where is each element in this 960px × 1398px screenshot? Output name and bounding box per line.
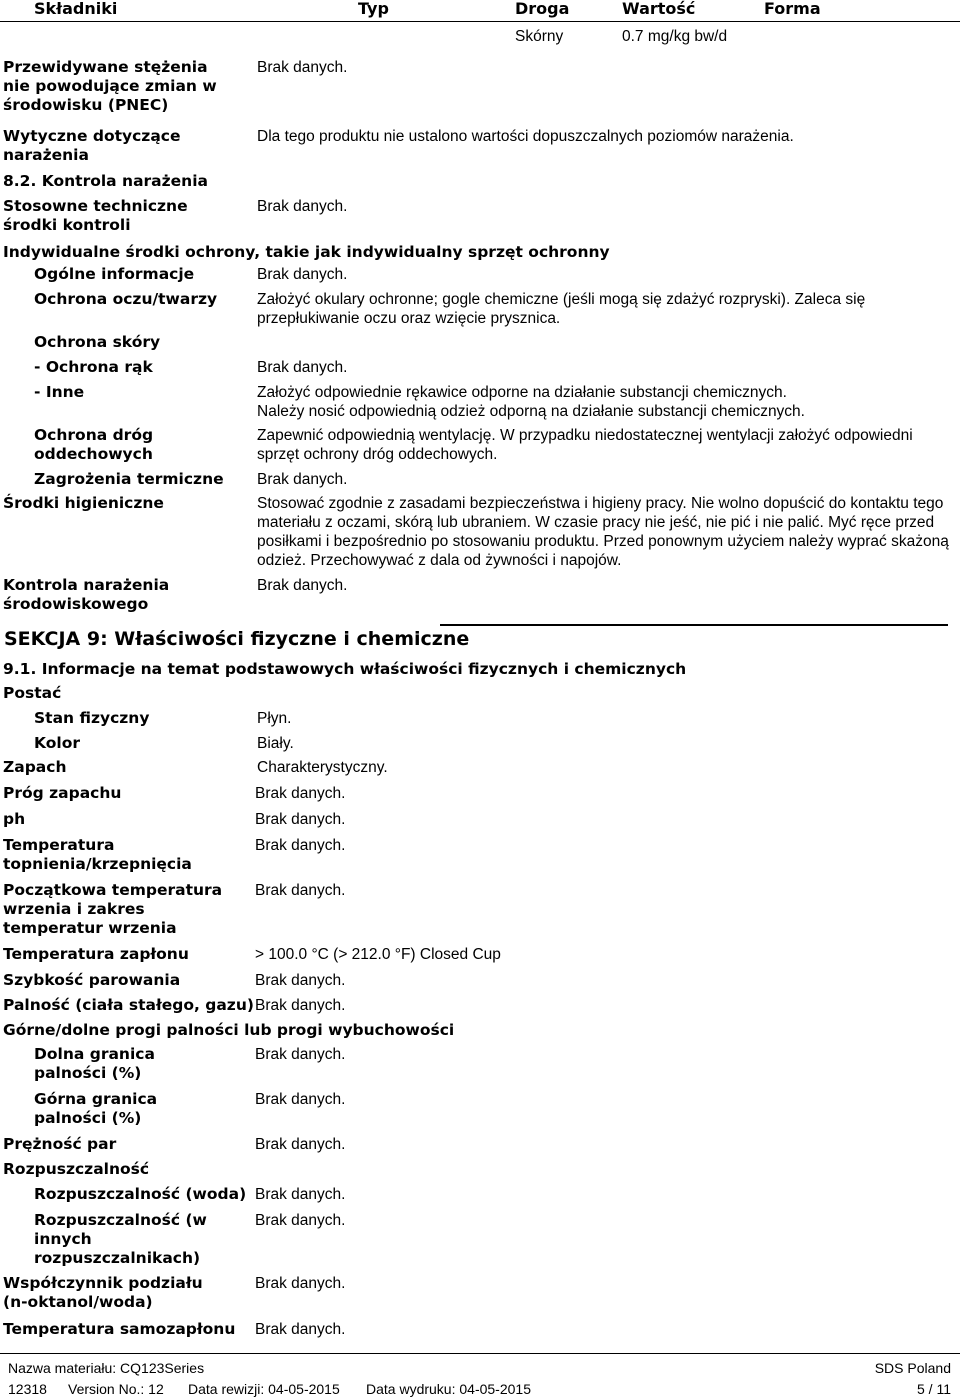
pnec-value: Brak danych. [257, 59, 348, 76]
form-label: Postać [3, 684, 62, 702]
respiratory-protection-value: Zapewnić odpowiednią wentylację. W przypadku niedostatecznej wentylacji założyć odpowiedni sprzęt ochrony dróg oddechowych. [257, 427, 913, 463]
vapor-pressure-label: Prężność par [3, 1135, 117, 1153]
general-info-label: Ogólne informacje [34, 265, 195, 283]
ph-label: ph [3, 810, 26, 828]
color-label: Kolor [34, 734, 80, 752]
solubility-label: Rozpuszczalność [3, 1160, 150, 1178]
section-9-rule [440, 624, 948, 626]
header-wartosc: Wartość [622, 0, 696, 18]
odor-value: Charakterystyczny. [257, 759, 388, 776]
solubility-water-label: Rozpuszczalność (woda) [34, 1185, 247, 1203]
pnec-label: Przewidywane stężenia nie powodujące zmian w środowisku (PNEC) [3, 58, 217, 114]
explosive-limits-label: Górne/dolne progi palności lub progi wybuchowości [3, 1021, 455, 1039]
physical-state-label: Stan fizyczny [34, 709, 150, 727]
ph-value: Brak danych. [255, 811, 346, 828]
other-protection-value: Założyć odpowiednie rękawice odporne na działanie substancji chemicznych. Należy nosić odpowiednią odzież odporną na działanie substancji chemicznych. [257, 384, 805, 420]
hygiene-label: Środki higieniczne [3, 494, 164, 512]
solubility-water-value: Brak danych. [255, 1186, 346, 1203]
general-info-value: Brak danych. [257, 266, 348, 283]
header-divider [0, 21, 960, 22]
odor-label: Zapach [3, 758, 67, 776]
melting-point-value: Brak danych. [255, 837, 346, 854]
footer-page-number: 5 / 11 [917, 1381, 951, 1397]
section-9-1-title: 9.1. Informacje na temat podstawowych właściwości fizycznych i chemicznych [3, 660, 687, 678]
footer-divider [0, 1353, 960, 1354]
odor-threshold-label: Próg zapachu [3, 784, 122, 802]
boiling-point-value: Brak danych. [255, 882, 346, 899]
flammability-value: Brak danych. [255, 997, 346, 1014]
engineering-label: Stosowne techniczne środki kontroli [3, 197, 188, 234]
env-control-label: Kontrola narażenia środowiskowego [3, 576, 170, 613]
color-value: Biały. [257, 735, 294, 752]
hand-protection-label: - Ochrona rąk [34, 358, 153, 376]
footer-print-date: Data wydruku: 04-05-2015 [366, 1381, 531, 1397]
header-skladniki: Składniki [34, 0, 118, 18]
respiratory-protection-label: Ochrona dróg oddechowych [34, 426, 154, 463]
flash-point-label: Temperatura zapłonu [3, 945, 189, 963]
thermal-hazards-label: Zagrożenia termiczne [34, 470, 224, 488]
partition-coefficient-label: Współczynnik podziału (n-oktanol/woda) [3, 1274, 203, 1311]
engineering-value: Brak danych. [257, 198, 348, 215]
guidelines-label: Wytyczne dotyczące narażenia [3, 127, 181, 164]
skin-protection-label: Ochrona skóry [34, 333, 161, 351]
footer-region: SDS Poland [874, 1360, 951, 1376]
autoignition-label: Temperatura samozapłonu [3, 1320, 236, 1338]
solubility-other-label: Rozpuszczalność (w innych rozpuszczalnikach) [34, 1211, 207, 1267]
section-8-2-title: 8.2. Kontrola narażenia [3, 172, 208, 190]
vapor-pressure-value: Brak danych. [255, 1136, 346, 1153]
guidelines-value: Dla tego produktu nie ustalono wartości dopuszczalnych poziomów narażenia. [257, 128, 794, 145]
lower-limit-value: Brak danych. [255, 1046, 346, 1063]
flammability-label: Palność (ciała stałego, gazu) [3, 996, 254, 1014]
header-forma: Forma [764, 0, 821, 18]
ppe-heading: Indywidualne środki ochrony, takie jak indywidualny sprzęt ochronny [3, 243, 610, 261]
physical-state-value: Płyn. [257, 710, 292, 727]
solubility-other-value: Brak danych. [255, 1212, 346, 1229]
partition-coefficient-value: Brak danych. [255, 1275, 346, 1292]
eye-protection-label: Ochrona oczu/twarzy [34, 290, 218, 308]
evaporation-rate-label: Szybkość parowania [3, 971, 181, 989]
melting-point-label: Temperatura topnienia/krzepnięcia [3, 836, 192, 873]
table-cell-value: 0.7 mg/kg bw/d [622, 28, 728, 45]
upper-limit-value: Brak danych. [255, 1091, 346, 1108]
env-control-value: Brak danych. [257, 577, 348, 594]
boiling-point-label: Początkowa temperatura wrzenia i zakres temperatur wrzenia [3, 881, 223, 937]
hand-protection-value: Brak danych. [257, 359, 348, 376]
lower-limit-label: Dolna granica palności (%) [34, 1045, 155, 1082]
header-typ: Typ [358, 0, 389, 18]
evaporation-rate-value: Brak danych. [255, 972, 346, 989]
autoignition-value: Brak danych. [255, 1321, 346, 1338]
flash-point-value: > 100.0 °C (> 212.0 °F) Closed Cup [255, 946, 501, 963]
table-cell-route: Skórny [515, 28, 564, 45]
odor-threshold-value: Brak danych. [255, 785, 346, 802]
footer-material-name: Nazwa materiału: CQ123Series [8, 1360, 205, 1376]
footer-doc-id: 12318 [8, 1381, 47, 1397]
section-9-title: SEKCJA 9: Właściwości fizyczne i chemiczne [4, 628, 470, 650]
header-droga: Droga [515, 0, 570, 18]
eye-protection-value: Założyć okulary ochronne; gogle chemiczne (jeśli mogą się zdażyć rozpryski). Zaleca się przepłukiwanie oczu oraz wzięcie prysznica. [257, 291, 866, 327]
upper-limit-label: Górna granica palności (%) [34, 1090, 158, 1127]
thermal-hazards-value: Brak danych. [257, 471, 348, 488]
footer-revision-date: Data rewizji: 04-05-2015 [188, 1381, 340, 1397]
hygiene-value: Stosować zgodnie z zasadami bezpieczeństwa i higieny pracy. Nie wolno dopuścić do kontaktu tego materiału z oczami, skórą lub ubraniem. W czasie pracy nie jeść, nie pić i nie palić. Myć ręce przed posiłkami i bezpośrednio po stosowaniu produktu. Przed ponownym użyciem należy wyprać skażoną odzież. Przechowywać z dala od żywności i napojów. [257, 495, 949, 569]
footer-version: Version No.: 12 [68, 1381, 164, 1397]
other-protection-label: - Inne [34, 383, 85, 401]
